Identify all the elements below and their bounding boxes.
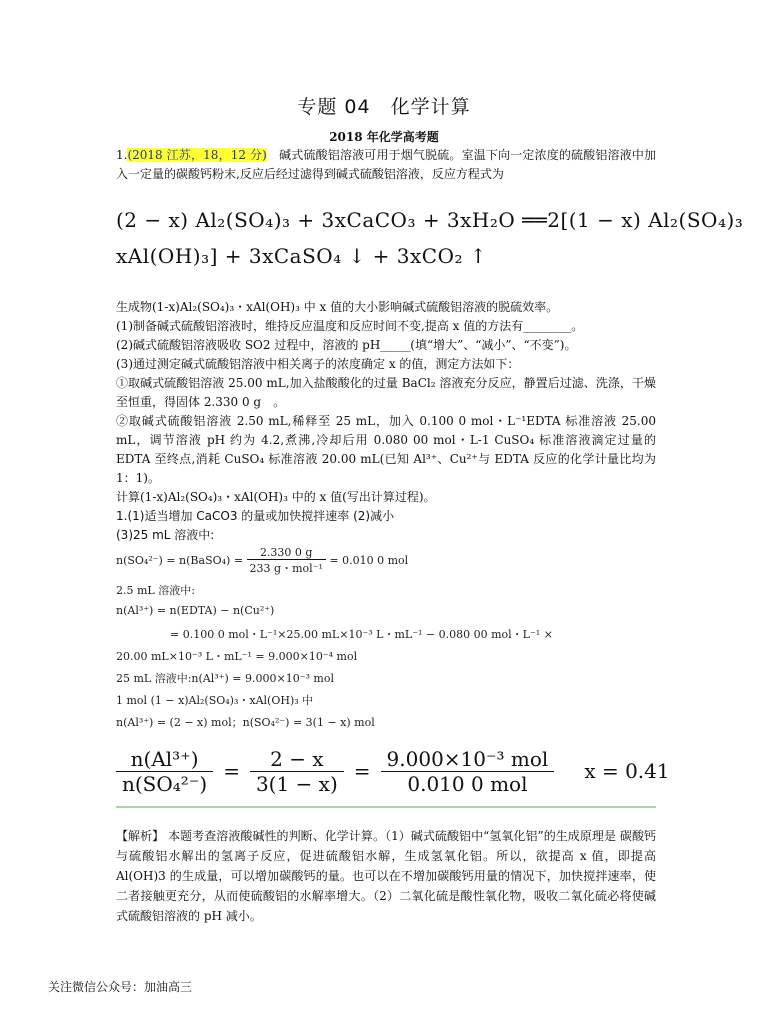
- question-step-2: ②取碱式硫酸铝溶液 2.50 mL,稀释至 25 mL，加入 0.100 0 mol・L⁻¹EDTA 标准溶液 25.00 mL，调节溶液 pH 约为 4.2,煮沸,冷却后用 0.080 00 mol・L-1 CuSO₄ 标准溶液滴定过量的 EDTA 至终点,消耗 CuSO₄ 标准溶液 20.00 mL(已知 Al³⁺、Cu²⁺与 EDTA 反应的化学计量比均为 1：1)。: [116, 414, 656, 485]
- question-compute-prompt: 计算(1-x)Al₂(SO₄)₃・xAl(OH)₃ 中的 x 值(写出计算过程)。: [116, 490, 436, 504]
- ratio-fraction-1: [116, 747, 213, 796]
- question-source: (2018 江苏，18，12 分): [127, 148, 267, 162]
- solution-sulfate-right: = 0.010 0 mol: [329, 554, 409, 567]
- question-number: 1.: [116, 148, 128, 162]
- solution-step-2: 2.5 mL 溶液中:: [116, 584, 195, 597]
- footer-wechat-note: 关注微信公众号：加油高三: [48, 980, 193, 994]
- fraction-numerator: n(Al³⁺): [116, 747, 213, 772]
- reaction-equation-line-2: xAl(OH)₃] + 3xCaSO₄ ↓ + 3xCO₂ ↑: [116, 244, 488, 268]
- analysis-paragraph: 【解析】 本题考查溶液酸碱性的判断、化学计算。（1）碱式硫酸铝中“氢氧化铝”的生成原理是 碳酸钙与硫酸铝水解出的氢离子反应，促进硫酸铝水解，生成氢氧化铝。所以，欲提高 x 值，即提高 Al(OH)3 的生成量，可以增加碳酸钙的量。也可以在不增加碳酸钙用量的情况下，加快搅拌速率，使二者接触更充分，从而使硫酸铝的水解率增大。（2）二氧化硫是酸性氧化物，吸收二氧化硫必将使碱式硫酸铝溶液的 pH 减小。: [116, 829, 656, 923]
- section-divider: [116, 806, 656, 808]
- question-intro-text: 碱式硫酸铝溶液可用于烟气脱硫。室温下向一定浓度的硫酸铝溶液中加入一定量的碳酸钙粉末,反应后经过滤得到碱式硫酸铝溶液，反应方程式为: [116, 148, 656, 181]
- reaction-equation-line-1: (2 − x) Al₂(SO₄)₃ + 3xCaCO₃ + 3xH₂O ══2[(1 − x) Al₂(SO₄)₃: [116, 208, 744, 232]
- fraction-denominator: n(SO₄²⁻): [122, 771, 208, 796]
- solution-sulfate-moles: [116, 546, 408, 576]
- equals-sign: =: [353, 759, 371, 783]
- question-part-3: (3)通过测定碱式硫酸铝溶液中相关离子的浓度确定 x 的值，测定方法如下：: [116, 357, 520, 371]
- solution-step-4: = 0.100 0 mol・L⁻¹×25.00 mL×10⁻³ L・mL⁻¹ − 0.080 00 mol・L⁻¹ ×: [170, 628, 553, 641]
- ratio-fraction-2: [250, 747, 344, 796]
- solution-step-3: n(Al³⁺) = n(EDTA) − n(Cu²⁺): [116, 604, 275, 617]
- solution-sulfate-left: n(SO₄²⁻) = n(BaSO₄) =: [116, 554, 244, 567]
- fraction-denominator: 233 g・mol⁻¹: [249, 562, 323, 575]
- page-subtitle: 2018 年化学高考题: [329, 130, 439, 144]
- equals-sign: =: [223, 759, 240, 783]
- fraction-numerator: 2.330 0 g: [247, 546, 326, 560]
- question-paragraph-1: 生成物(1-x)Al₂(SO₄)₃・xAl(OH)₃ 中 x 值的大小影响碱式硫酸铝溶液的脱硫效率。: [116, 300, 559, 314]
- answer-line-2: (3)25 mL 溶液中:: [116, 528, 215, 542]
- answer-line-1: 1.(1)适当增加 CaCO3 的量或加快搅拌速率 (2)减小: [116, 509, 395, 523]
- solution-step-7: 1 mol (1 − x)Al₂(SO₄)₃・xAl(OH)₃ 中: [116, 694, 314, 707]
- page-title: 专题 04 化学计算: [297, 96, 471, 118]
- question-step-1: ①取碱式硫酸铝溶液 25.00 mL,加入盐酸酸化的过量 BaCl₂ 溶液充分反应，静置后过滤、洗涤，干燥至恒重，得固体 2.330 0 g 。: [116, 376, 656, 409]
- solution-sulfate-fraction: [247, 546, 326, 576]
- solution-step-8: n(Al³⁺) = (2 − x) mol；n(SO₄²⁻) = 3(1 − x) mol: [116, 716, 375, 729]
- ratio-fraction-3: [381, 747, 555, 796]
- ratio-equation: [116, 742, 670, 800]
- solution-step-6: 25 mL 溶液中:n(Al³⁺) = 9.000×10⁻³ mol: [116, 672, 334, 685]
- fraction-denominator: 0.010 0 mol: [407, 771, 528, 796]
- result-value: x = 0.41: [584, 759, 670, 783]
- solution-step-5: 20.00 mL×10⁻³ L・mL⁻¹ = 9.000×10⁻⁴ mol: [116, 650, 358, 663]
- fraction-numerator: 9.000×10⁻³ mol: [381, 747, 555, 772]
- question-intro: [116, 146, 656, 184]
- fraction-denominator: 3(1 − x): [255, 771, 338, 796]
- question-part-1: (1)制备碱式硫酸铝溶液时，维持反应温度和反应时间不变,提高 x 值的方法有________。: [116, 319, 584, 333]
- fraction-numerator: 2 − x: [250, 747, 344, 772]
- question-part-2: (2)碱式硫酸铝溶液吸收 SO2 过程中，溶液的 pH_____(填“增大”、“减小”、“不变”)。: [116, 338, 577, 352]
